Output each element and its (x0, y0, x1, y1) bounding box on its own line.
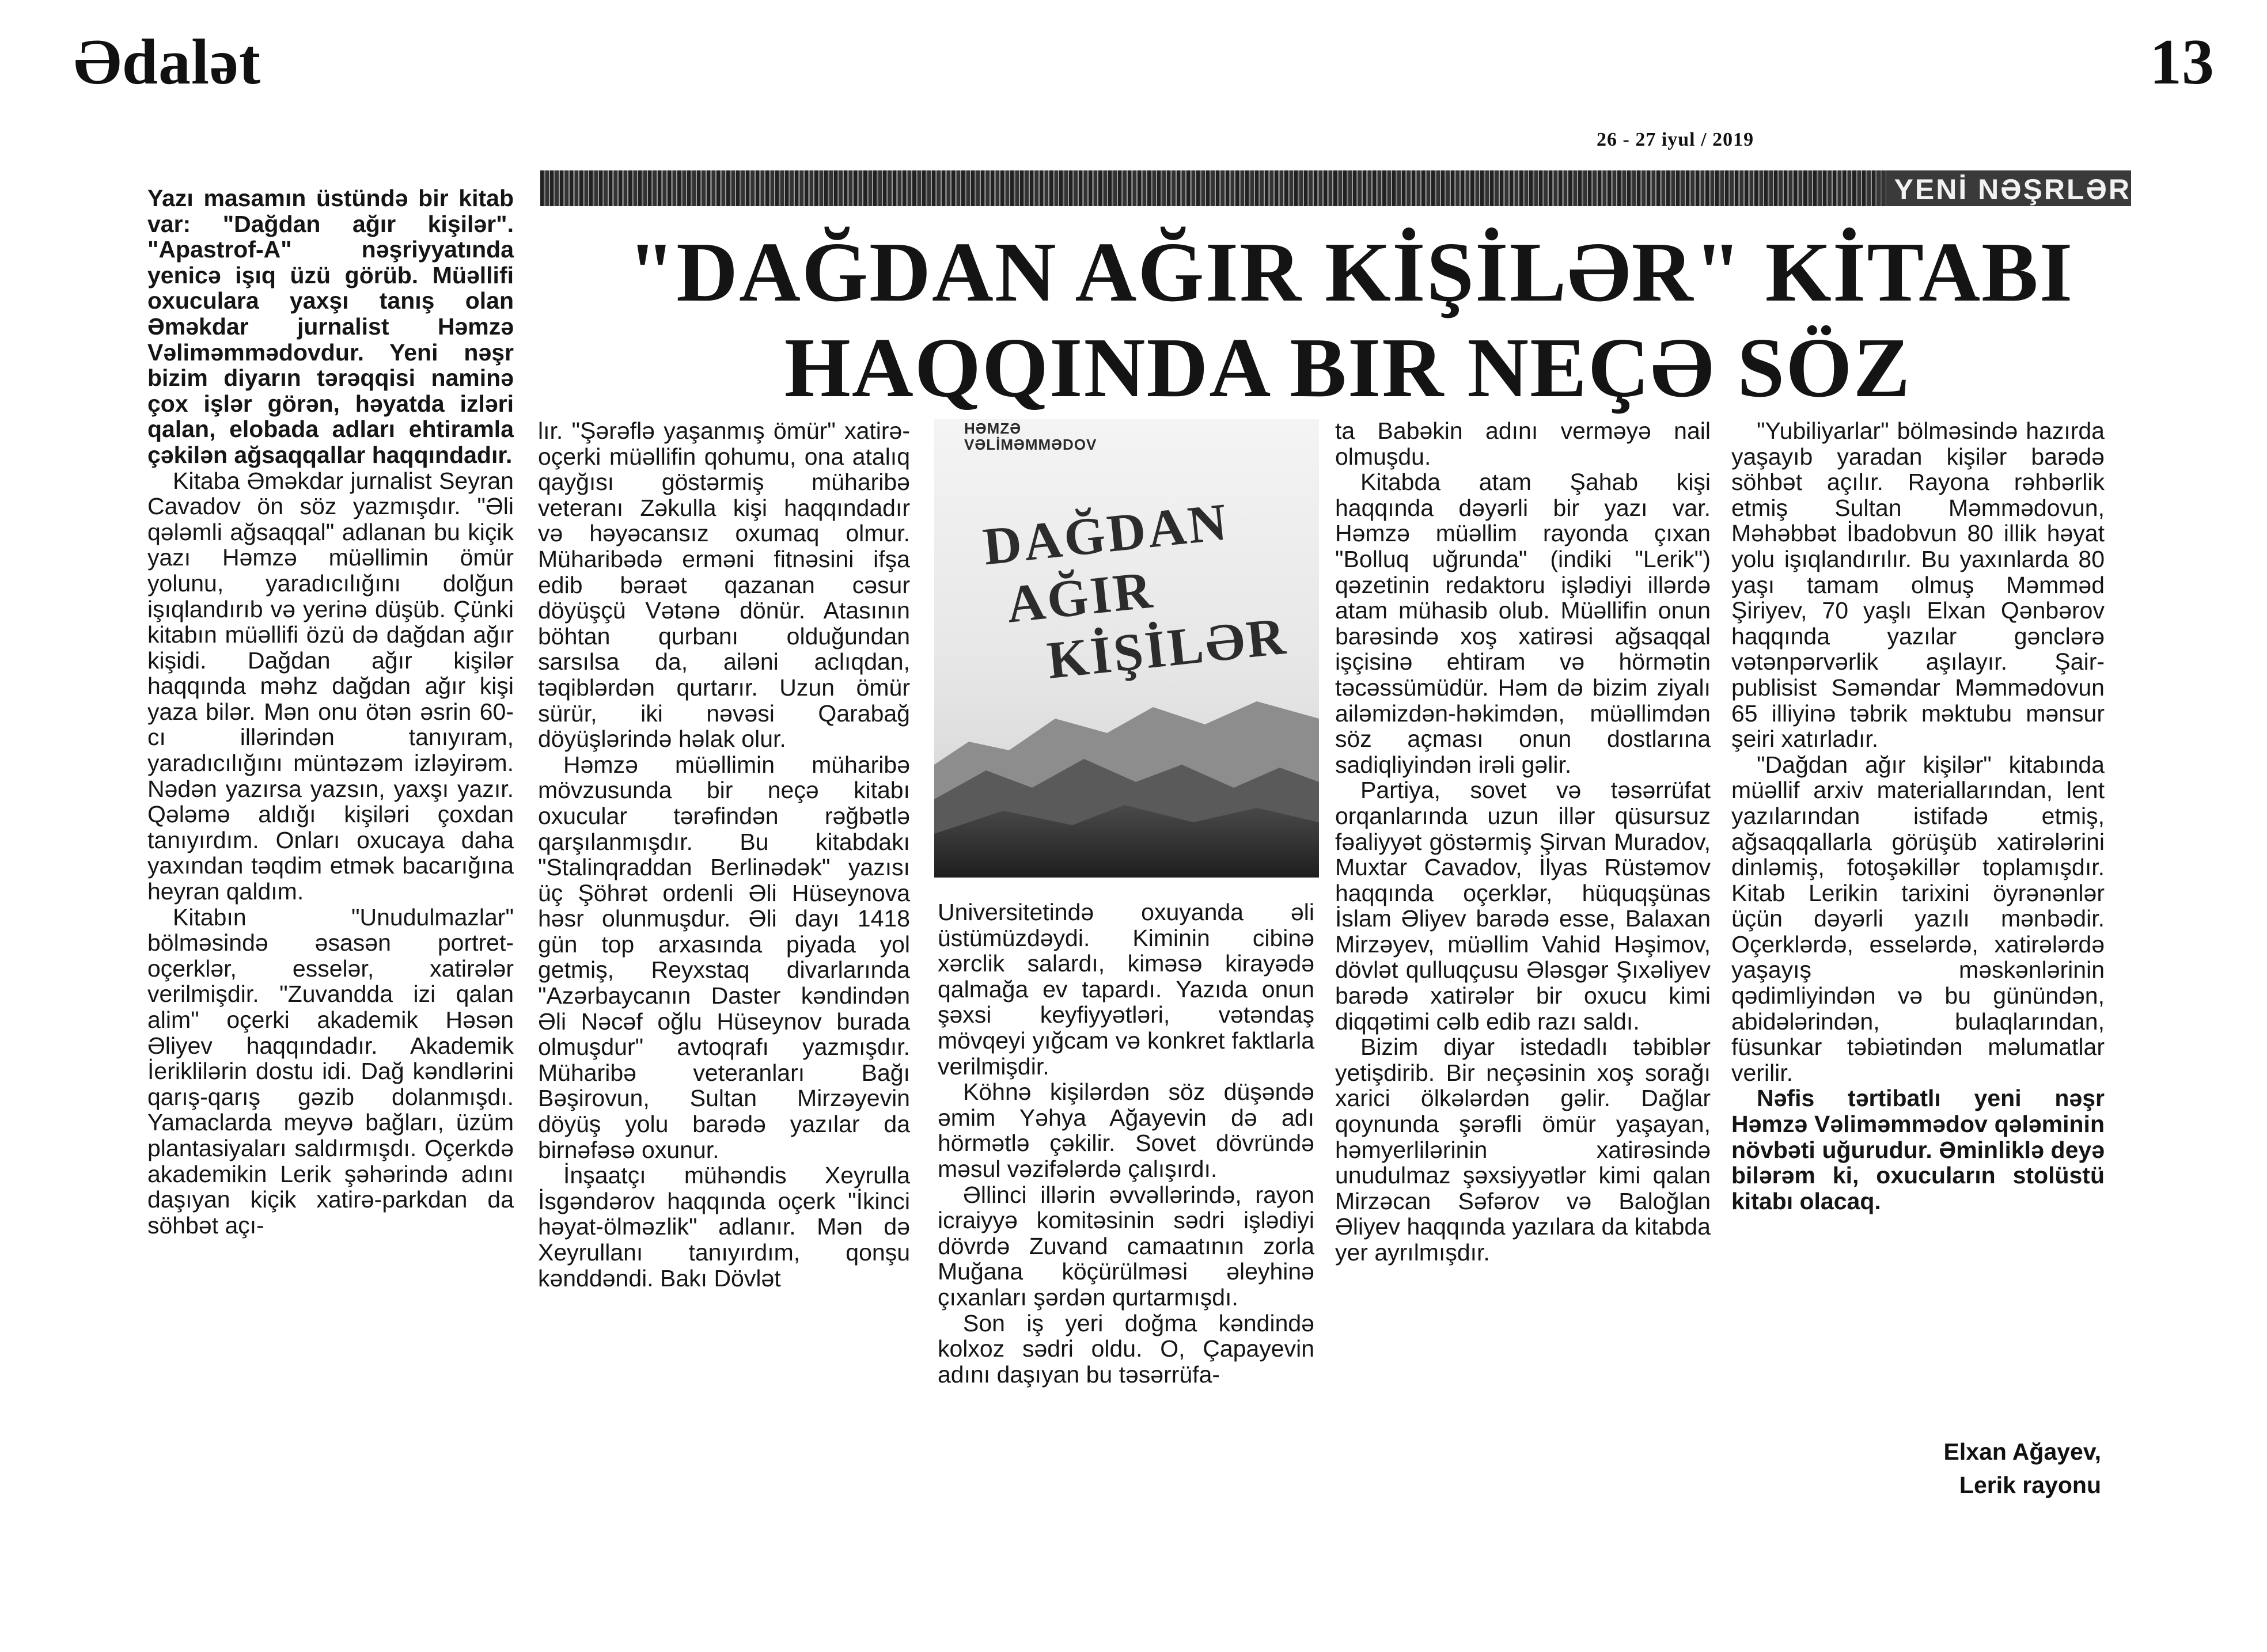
book-cover-image (934, 419, 1319, 878)
lead-paragraph: Yazı masamın üstündə bir kitab var: "Dağdan ağır kişilər". "Apastrof-A" nəşriyyatında yenicə işıq üzü görüb. Müəllifi oxuculara yaxşı tanış olan Əməkdar jurnalist Həmzə Vəliməmmədovdur. Yeni nəşr bizim diyarın tərəqqisi naminə çox işlər görən, həyatda izləri qalan, elobada adları ehtiramla çəkilən ağsaqqallar haqqındadır. (147, 185, 514, 468)
author-signature (1944, 1435, 2101, 1502)
headline-line-1: "DAĞDAN AĞIR KİŞİLƏR" KİTABI (628, 225, 2074, 320)
cover-author (964, 420, 1097, 453)
paragraph: İnşaatçı mühəndis Xeyrulla İsgəndərov haqqında oçerk "İkinci həyat-ölməzlik" adlanır. Mən də Xeyrullanı tanıyırdım, qonşu kənddəndi. Bakı Dövlət (538, 1162, 910, 1292)
cover-title (980, 487, 1290, 696)
article-column-3 (938, 899, 1314, 1387)
newspaper-masthead: Ədalət (74, 26, 261, 98)
author-name: Elxan Ağayev, (1943, 1438, 2101, 1465)
closing-paragraph: Nəfis tərtibatlı yeni nəşr Həmzə Vəliməmmədov qələminin növbəti uğurudur. Əminliklə deyə bilərəm ki, oxucuların stolüstü kitabı olacaq. (1731, 1085, 2105, 1214)
paragraph: Son iş yeri doğma kəndində kolxoz sədri oldu. O, Çapayevin adını daşıyan bu təsərrüfa- (938, 1309, 1314, 1388)
cover-author-first: HƏMZƏ (964, 420, 1022, 437)
paragraph: Həmzə müəllimin müharibə mövzusunda bir neçə kitabı oxucular tərəfindən rəğbətlə qarşılanmışdır. Bu kitabdakı "Stalinqraddan Berlinədək" yazısı üç Şöhrət ordenli Əli Hüseynova həsr olunmuşdur. Əli dayı 1418 gün top arxasında piyada yol getmiş, Reyxstaq divarlarında "Azərbaycanın Daster kəndindən Əli Nəcəf oğlu Hüseynov burada olmuşdur" avtoqrafı yazmışdır. Müharibə veteranları Bağı Bəşirovun, Sultan Mirzəyevin döyüş yolu barədə yazılar da birnəfəsə oxunur. (538, 751, 910, 1163)
paragraph: "Dağdan ağır kişilər" kitabında müəllif arxiv materiallarından, lent yazılarından istifadə etmiş, ağsaqqallarla görüşüb xatirələrini dinləmiş, fotoşəkillər toplamışdır. Kitab Lerikin tarixini öyrənənlər üçün dəyərli yazılı mənbədir. Oçerklərdə, esselərdə, xatirələrdə yaşayış məskənlərinin qədimliyindən və bu günündən, abidələrindən, bulaqlarından, füsunkar təbiətindən məlumatlar verilir. (1731, 751, 2105, 1086)
headline-line-2: HAQQINDA BIR NEÇƏ SÖZ (784, 321, 1912, 415)
article-column-4 (1335, 418, 1711, 1266)
author-location: Lerik rayonu (1959, 1472, 2101, 1498)
paragraph: Kitabın "Unudulmazlar" bölməsində əsasən portret-oçerklər, esselər, xatirələr verilmişdir. "Zuvandda izi qalan alim" oçerki akademik Həsən Əliyev haqqındadır. Akademik İeriklilərin dostu idi. Dağ kəndlərini qarış-qarış gəzib dolanmışdı. Yamaclarda meyvə bağları, üzüm plantasiyaları saldırmışdı. Oçerkdə akademikin Lerik şəhərində adını daşıyan kiçik xatirə-parkdan da söhbət açı- (147, 903, 514, 1239)
article-column-2 (538, 418, 910, 1291)
paragraph: Bizim diyar istedadlı təbiblər yetişdirib. Bir neçəsinin xoş sorağı xarici ölkələrdən gəlir. Dağlar qoynunda şərəfli ömür yaşayan, həmyerlilərinin xatirəsində unudulmaz şəxsiyyətlər kimi qalan Mirzəcan Səfərov və Baloğlan Əliyev haqqında yazılara da kitabda yer ayrılmışdır. (1335, 1034, 1711, 1266)
article-column-1 (147, 185, 514, 1238)
article-headline (628, 225, 2074, 416)
cover-title-line-3: KİŞİLƏR (1044, 606, 1290, 690)
paragraph: Universitetində oxuyanda əli üstümüzdəydi. Kiminin cibinə xərclik salardı, kiməsə kirayədə qalmağa ev tapardı. Yazıda onun şəxsi keyfiyyətləri, vətəndaş mövqeyi yığcam və konkret faktlarla verilmişdir. (938, 899, 1314, 1080)
page-number: 13 (2150, 26, 2214, 98)
paragraph: Kitabda atam Şahab kişi haqqında dəyərli bir yazı var. Həmzə müəllim rayonda çıxan "Bolluq uğrunda" (indiki "Lerik") qəzetinin redaktoru işlədiyi illərdə atam mühasib olub. Müəllifin onun barəsində xoş xatirəsi ağsaqqal işçisinə ehtiram və hörmətin təcəssümüdür. Həm də bizim ziyalı ailəmizdən-həkimdən, müəllimdən söz açması onun dostlarına sadiqliyindən irəli gəlir. (1335, 469, 1711, 778)
paragraph: Kitaba Əməkdar jurnalist Seyran Cavadov ön söz yazmışdır. "Əli qələmli ağsaqqal" adlanan bu kiçik yazı Həmzə müəllimin ömür yolunu, yaradıcılığını dolğun işıqlandırıb və yerinə düşüb. Çünki kitabın müəllifi özü də dağdan ağır kişidi. Dağdan ağır kişilər haqqında məhz dağdan ağır kişi yaza bilər. Mən onu ötən əsrin 60-cı illərindən tanıyıram, yaradıcılığını müntəzəm izləyirəm. Nədən yazırsa yazsın, yaxşı yazır. Qələmə aldığı kişiləri çoxdan tanıyırdım. Onları oxucaya daha yaxından təqdim etmək bacarığına heyran qaldım. (147, 467, 514, 905)
paragraph: "Yubiliyarlar" bölməsində hazırda yaşayıb yaradan kişilər barədə söhbət açılır. Rayona rəhbərlik etmiş Sultan Məmmədovun, Məhəbbət İbadobvun 80 illik həyat yolu işıqlandırılır. Bu yaxınlarda 80 yaşı tamam olmuş Məmməd Şiriyev, 70 yaşlı Elxan Qənbərov haqqında yazılar gənclərə vətənpərvərlik aşılayır. Şair-publisist Səməndar Məmmədovun 65 illiyinə təbrik məktubu mənsur şeiri xatırladır. (1731, 417, 2105, 753)
rubric-label: YENİ NƏŞRLƏR (1871, 170, 2131, 206)
paragraph: Əllinci illərin əvvəllərində, rayon icraiyyə komitəsinin sədri işlədiyi dövrdə Zuvand camaatının zorla Muğana köçürülməsi əleyhinə çıxanları şərdən qurtarmışdı. (938, 1181, 1314, 1311)
article-column-5 (1731, 418, 2105, 1214)
cover-author-last: VƏLİMƏMMƏDOV (964, 436, 1097, 453)
paragraph: Köhnə kişilərdən söz düşəndə əmim Yəhya Ağayevin də adı hörmətlə çəkilir. Sovet dövründə məsul vəzifələrdə çalışırdı. (938, 1078, 1314, 1182)
cover-title-line-2: AĞIR (1003, 560, 1157, 634)
paragraph: lır. "Şərəflə yaşanmış ömür" xatirə-oçerki müəllifin qohumu, ona atalıq qayğısı göstərmiş müharibə veteranı Zəkulla kişi haqqındadır və həyəcansız oxumaq olmur. Müharibədə erməni fitnəsini ifşa edib bəraət qazanan cəsur döyüşçü Vətənə dönür. Atasının böhtan qurbanı olduğundan sarsılsa da, ailəni aclıqdan, təqiblərdən qurtarır. Uzun ömür sürür, iki nəvəsi Qarabağ döyüşlərində həlak olur. (538, 417, 910, 753)
issue-date: 26 - 27 iyul / 2019 (1597, 129, 1754, 150)
cover-title-line-1: DAĞDAN (980, 492, 1232, 576)
paragraph: Partiya, sovet və təsərrüfat orqanlarında uzun illər qüsursuz fəaliyyət göstərmiş Şirvan Muradov, Muxtar Cavadov, İlyas Rüstəmov haqqında oçerklər, hüquqşünas İslam Əliyev barədə esse, Balaxan Mirzəyev, müəllim Vahid Həşimov, dövlət qulluqçusu Ələsgər Şıxəliyev barədə xatirələr bir oxucu kimi diqqətimi cəlb edib razı saldı. (1335, 777, 1711, 1035)
paragraph: ta Babəkin adını verməyə nail olmuşdu. (1335, 417, 1711, 470)
